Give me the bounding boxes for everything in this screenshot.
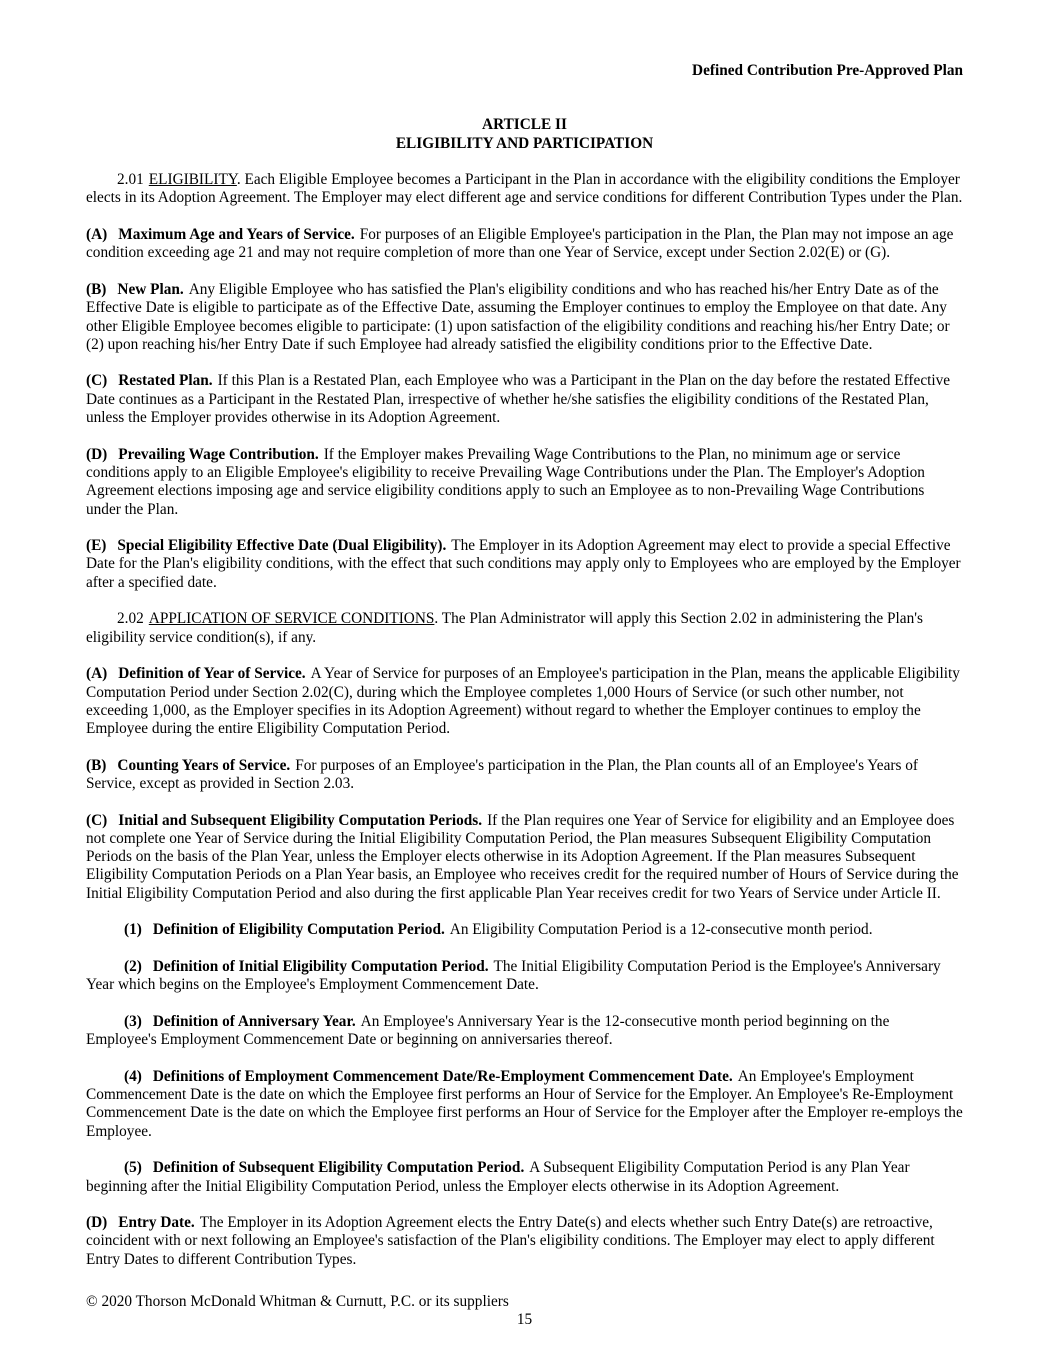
para-entry-date — [86, 1214, 963, 1269]
para-text: An Employee's Anniversary Year is the 12-consecutive month period beginning on the Employee's Employment Commencement Date or beginning on anniversaries thereof. — [86, 1012, 890, 1049]
para-text: For purposes of an Employee's participation in the Plan, the Plan counts all of an Employee's Years of Service, except as provided in Section 2.03. — [86, 756, 918, 792]
para-year-of-service — [86, 665, 963, 738]
para-label: (3) — [124, 1012, 142, 1030]
para-label: (B) — [86, 756, 107, 774]
copyright-line: © 2020 Thorson McDonald Whitman & Curnutt, P.C. or its suppliers — [86, 1293, 509, 1310]
subpara-eligibility-computation-period — [86, 921, 963, 939]
para-heading: Entry Date. — [118, 1214, 195, 1232]
para-label: (D) — [86, 445, 108, 463]
para-text: Any Eligible Employee who has satisfied the Plan's eligibility conditions and who has reached his/her Entry Date as of the Effective Date is eligible to participate as of the Effective Date, assuming the Employer continues to employ the Employee on that date. Any other Eligible Employee becomes eligible to participate: (1) upon satisfaction of the eligibility conditions and reaching his/her Entry Date; or (2) upon reaching his/her Entry Date if such Employee had already satisfied the eligibility conditions prior to the Effective Date. — [86, 280, 950, 353]
page-number: 15 — [516, 1311, 533, 1329]
para-heading: Definition of Eligibility Computation Period. — [152, 921, 445, 939]
para-heading: Definition of Anniversary Year. — [152, 1012, 356, 1030]
para-label: (E) — [86, 537, 107, 555]
para-label: (B) — [86, 280, 107, 298]
document-body — [86, 171, 963, 1269]
para-heading: Counting Years of Service. — [117, 756, 291, 774]
para-label: (2) — [124, 957, 142, 975]
para-text: If the Employer makes Prevailing Wage Contributions to the Plan, no minimum age or service conditions apply to an Eligible Employee's eligibility to receive Prevailing Wage Contributions under the Plan. The Employer's Adoption Agreement elections imposing age and service eligibility conditions apply to such an Employee as to non-Prevailing Wage Contributions under the Plan. — [86, 445, 925, 518]
para-text: A Subsequent Eligibility Computation Period is any Plan Year beginning after the Initial Eligibility Computation Period, unless the Employer elects otherwise in its Adoption Agreement. — [86, 1159, 910, 1195]
section-number: 2.01 — [117, 171, 144, 189]
para-computation-periods — [86, 812, 963, 903]
para-heading: New Plan. — [117, 280, 184, 298]
section-2-01-eligibility — [86, 171, 963, 208]
para-label: (1) — [124, 921, 142, 939]
section-text: . The Plan Administrator will apply this Section 2.02 in administering the Plan's eligibility service condition(s), if any. — [86, 610, 923, 646]
para-label: (C) — [86, 811, 108, 829]
para-heading: Definition of Initial Eligibility Computation Period. — [152, 957, 489, 975]
para-label: (C) — [86, 372, 108, 390]
document-title-header: Defined Contribution Pre-Approved Plan — [692, 62, 963, 79]
subpara-anniversary-year — [86, 1013, 963, 1050]
para-text: If the Plan requires one Year of Service for eligibility and an Employee does not complete one Year of Service during the Initial Eligibility Computation Period, the Plan measures Subsequent Eligibility Computation Periods on the basis of the Plan Year, unless the Employer elects otherwise in its Adoption Agreement. If the Plan measures Subsequent Eligibility Computation Periods on a Plan Year basis, an Employee who receives credit for the required number of Hours of Service during the Initial Eligibility Computation Period and also during the first applicable Plan Year receives credit for two Years of Service under Article II. — [86, 811, 959, 902]
para-heading: Restated Plan. — [118, 372, 213, 390]
article-number-heading: ARTICLE II — [482, 116, 567, 134]
para-heading: Prevailing Wage Contribution. — [118, 445, 319, 463]
para-label: (A) — [86, 226, 108, 244]
para-special-eligibility-date — [86, 537, 963, 592]
para-text: For purposes of an Eligible Employee's participation in the Plan, the Plan may not impose an age condition exceeding age 21 and may not require completion of more than one Year of Service, except under Section 2.02(E) or (G). — [86, 226, 954, 262]
para-counting-years — [86, 757, 963, 794]
section-heading: ELIGIBILITY — [148, 171, 237, 189]
para-text: A Year of Service for purposes of an Employee's participation in the Plan, means the applicable Eligibility Computation Period under Section 2.02(C), during which the Employee completes 1,000 Hours of Service (or such other number, not exceeding 1,000, as the Employer specifies in its Adoption Agreement) without regard to whether the Employer continues to employ the Employee during the entire Eligibility Computation Period. — [86, 665, 960, 738]
para-label: (D) — [86, 1214, 108, 1232]
article-name-heading: ELIGIBILITY AND PARTICIPATION — [395, 134, 654, 152]
section-text: . Each Eligible Employee becomes a Participant in the Plan in accordance with the eligibility conditions the Employer elects in its Adoption Agreement. The Employer may elect different age and service conditions for different Contribution Types under the Plan. — [86, 171, 963, 207]
subpara-subsequent-eligibility-computation-period — [86, 1159, 963, 1196]
section-2-02-application-of-service-conditions — [86, 610, 963, 647]
page-content — [86, 62, 963, 1269]
para-text: The Employer in its Adoption Agreement elects the Entry Date(s) and elects whether such Entry Date(s) are retroactive, coincident with or next following an Employee's satisfaction of the Plan's eligibility conditions. The Employer may elect to apply different Entry Dates to different Contribution Types. — [86, 1214, 935, 1268]
para-heading: Definition of Year of Service. — [118, 665, 306, 683]
para-text: An Employee's Employment Commencement Date is the date on which the Employee first performs an Hour of Service for the Employer. An Employee's Re-Employment Commencement Date is the date on which the Employee first performs an Hour of Service for the Employer after the Employer re-employs the Employee. — [86, 1067, 963, 1140]
para-max-age — [86, 226, 963, 263]
para-heading: Definition of Subsequent Eligibility Computation Period. — [152, 1159, 525, 1177]
subpara-employment-commencement-date — [86, 1068, 963, 1141]
para-heading: Initial and Subsequent Eligibility Computation Periods. — [118, 811, 483, 829]
page-header — [86, 62, 963, 80]
section-heading: APPLICATION OF SERVICE CONDITIONS — [148, 610, 435, 628]
para-restated-plan — [86, 372, 963, 427]
para-text: The Employer in its Adoption Agreement may elect to provide a special Effective Date for the Plan's eligibility conditions, with the effect that such conditions may apply only to Employees who are employed by the Employer after a specified date. — [86, 537, 961, 591]
article-title-block — [86, 116, 963, 153]
section-number: 2.02 — [117, 610, 144, 628]
para-heading: Maximum Age and Years of Service. — [118, 226, 355, 244]
para-heading: Special Eligibility Effective Date (Dual Eligibility). — [117, 537, 447, 555]
para-label: (5) — [124, 1159, 142, 1177]
para-heading: Definitions of Employment Commencement Date/Re-Employment Commencement Date. — [152, 1067, 733, 1085]
para-label: (4) — [124, 1067, 142, 1085]
para-text: An Eligibility Computation Period is a 12-consecutive month period. — [449, 921, 873, 939]
para-text: If this Plan is a Restated Plan, each Employee who was a Participant in the Plan on the day before the restated Effective Date continues as a Participant in the Restated Plan, irrespective of whether he/she satisfies the eligibility conditions of the Restated Plan, unless the Employer provides otherwise in its Adoption Agreement. — [86, 372, 951, 427]
subpara-initial-eligibility-computation-period — [86, 958, 963, 995]
para-label: (A) — [86, 665, 108, 683]
para-prevailing-wage — [86, 446, 963, 519]
para-text: The Initial Eligibility Computation Period is the Employee's Anniversary Year which begins on the Employee's Employment Commencement Date. — [86, 957, 941, 994]
para-new-plan — [86, 281, 963, 354]
page-footer — [86, 1293, 963, 1330]
